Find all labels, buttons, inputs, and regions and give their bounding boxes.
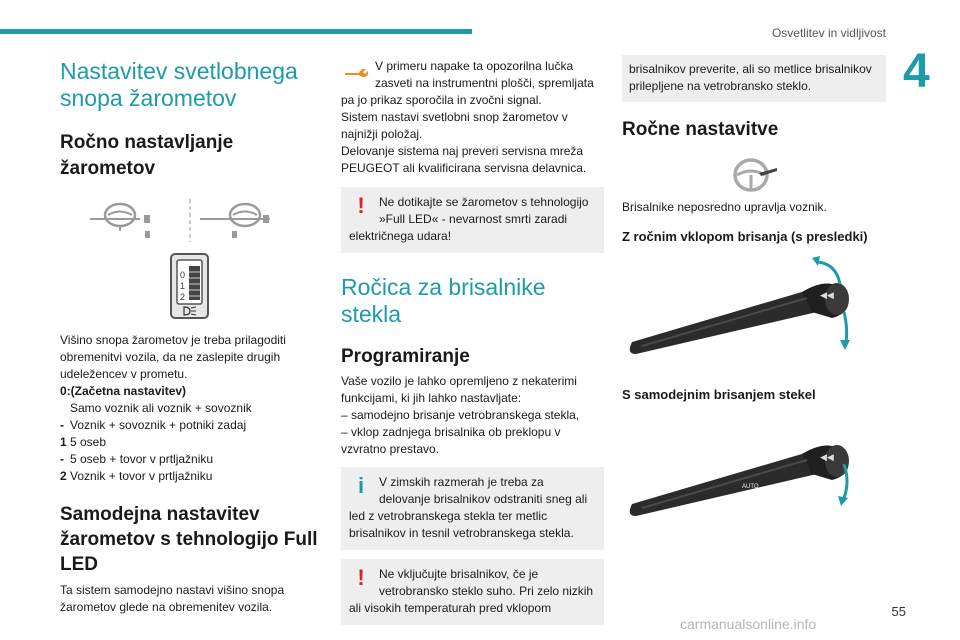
page-number: 55 [891,604,906,619]
list-item: 2 Voznik + tovor v prtljažniku [60,469,213,483]
programming-text: Vaše vozilo je lahko opremljeno z nekaterimi funkcijami, ki jih lahko nastavljate: [341,374,577,405]
heading-manual-adjust: Ročno nastavljanje žarometov [60,132,234,179]
heading-programming: Programiranje [341,346,470,367]
svg-text:0: 0 [180,270,186,280]
fault-paragraph-2: Sistem nastavi svetlobni snop žarometov v najnižji položaj. [341,110,568,141]
column-1 [60,55,326,616]
list-item: – vklop zadnjega brisalnika ob preklopu v vzvratno prestavo. [341,425,561,456]
auto-label: AUTO [742,484,759,490]
list-item: – samodejno brisanje vetrobranskega stekla, [341,408,580,422]
svg-text:◀◀: ◀◀ [820,290,834,300]
heading-intermittent: Z ročnim vklopom brisanja (s presledki) [622,229,868,244]
driver-control-text: Brisalnike neposredno upravlja voznik. [622,200,827,214]
warning-exclamation-icon: ! [357,193,365,218]
fault-paragraph: V primeru napake ta opozorilna lučka zasveti na instrumentni plošči, spremljata pa jo prikaz sporočila in zvočni signal. [341,59,594,107]
warning-exclamation-icon: ! [357,565,365,590]
wiper-stalk-auto-illustration [622,426,886,526]
section-title-wiper: Ročica za brisalnike stekla [341,274,546,327]
list-item: - Voznik + sovoznik + potniki zadaj [60,418,247,432]
svg-text:◀◀: ◀◀ [820,452,834,462]
warning-box-continued: brisalnikov preverite, ali so metlice brisalnikov prilepljene na vetrobransko steklo. [622,55,886,102]
position-0-desc: Samo voznik ali voznik + sovoznik [70,401,252,415]
column-3 [622,55,886,526]
svg-text:2: 2 [180,292,186,302]
position-0-label: 0:(Začetna nastavitev) [60,384,187,398]
warning-box-dry: ! Ne vključujte brisalnikov, če je vetrobransko steklo suho. Pri zelo nizkih ali visokih temperaturah pred vklopom [341,559,604,625]
chapter-number: 4 [903,45,930,98]
heading-manual-settings: Ročne nastavitve [622,119,779,140]
heading-auto-adjust: Samodejna nastavitev žarometov s tehnologijo Full LED [60,504,318,575]
fault-paragraph-3: Delovanje sistema naj preveri servisna mreža PEUGEOT ali kvalificirana servisna delavnica. [341,144,587,175]
headlamp-adjust-illustration [60,194,326,319]
header-accent-bar [0,29,472,34]
steering-wheel-icon [622,157,886,195]
running-header: Osvetlitev in vidljivost [771,26,886,40]
column-2 [341,58,604,625]
intro-text: Višino snopa žarometov je treba prilagoditi obremenitvi vozila, da ne zaslepite drugih udeležencev v prometu. [60,333,286,381]
info-icon: i [357,473,365,498]
auto-adjust-text: Ta sistem samodejno nastavi višino snopa žarometov glede na obremenitev vozila. [60,583,285,614]
wiper-stalk-illustration [622,254,886,364]
warning-box-led: ! Ne dotikajte se žarometov s tehnologijo »Full LED« - nevarnost smrti zaradi električnega udara! [341,187,604,253]
heading-auto-wipe: S samodejnim brisanjem stekel [622,387,816,402]
watermark-text: carmanualsonline.info [680,616,817,632]
section-title-headlamp: Nastavitev svetlobnega snopa žarometov [60,58,298,111]
svg-text:1: 1 [180,281,186,291]
list-item: 1 5 oseb [60,435,107,449]
wrench-warning-icon [341,58,371,88]
steering-wheel-illustration [60,194,326,319]
info-box-winter: i V zimskih razmerah je treba za delovanje brisalnikov odstraniti sneg ali led z vetrobranskega stekla ter metlic brisalnikov in tesnil vetrobranskega stekla. [341,467,604,550]
list-item: - 5 oseb + tovor v prtljažniku [60,452,214,466]
